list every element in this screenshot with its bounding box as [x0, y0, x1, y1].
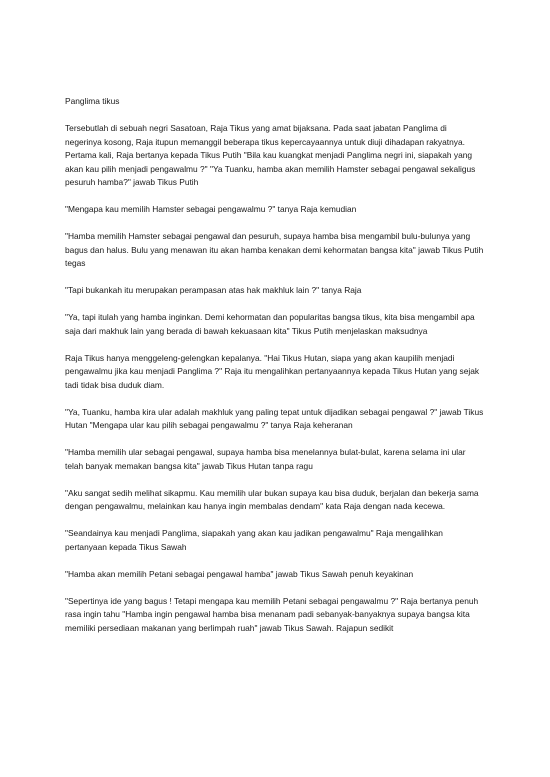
paragraph-12: "Sepertinya ide yang bagus ! Tetapi mengapa kau memilih Petani sebagai pengawalmu ?" Raja bertanya penuh rasa ingin tahu "Hamba ingin pengawal hamba bisa menanam padi sebanyak-banyaknya supaya bangsa kita memiliki persediaan makanan yang berlimpah ruah" jawab Tikus Sawah. Rajapun sedikit: [65, 595, 479, 633]
paragraph-4: "Tapi bukankah itu merupakan perampasan atas hak makhluk lain ?" tanya Raja: [65, 285, 362, 295]
paragraph-7: "Ya, Tuanku, hamba kira ular adalah makhluk yang paling tepat untuk dijadikan sebagai pengawal ?" jawab Tikus Hutan "Mengapa ular kau pilih sebagai pengawalmu ?" tanya Raja keheranan: [65, 406, 484, 430]
paragraph-8: "Hamba memilih ular sebagai pengawal, supaya hamba bisa menelannya bulat-bulat, karena selama ini ular telah banyak memakan bangsa kita" jawab Tikus Hutan tanpa ragu: [65, 447, 466, 471]
paragraph-5: "Ya, tapi itulah yang hamba inginkan. Demi kehormatan dan popularitas bangsa tikus, kita bisa mengambil apa saja dari makhuk lain yang berada di bawah kekuasaan kita" Tikus Putih menjelaskan maksudnya: [65, 312, 475, 336]
paragraph-1: Tersebutlah di sebuah negri Sasatoan, Raja Tikus yang amat bijaksana. Pada saat jabatan Panglima di negerinya kosong, Raja itupun memanggil beberapa tikus kepercayaannya untuk diuji dihadapan rakyatnya. Pertama kali, Raja bertanya kepada Tikus Putih "Bila kau kuangkat menjadi Panglima negri ini, siapakah yang akan kau pilih menjadi pengawalmu ?" "Ya Tuanku, hamba akan memilih Hamster sebagai pengawal sekaligus pesuruh hamba?" jawab Tikus Putih: [65, 123, 476, 187]
paragraph-3: "Hamba memilih Hamster sebagai pengawal dan pesuruh, supaya hamba bisa mengambil bulu-bulunya yang bagus dan halus. Bulu yang menawan itu akan hamba kenakan demi kehormatan bangsa kita" jawab Tikus Putih tegas: [65, 231, 484, 268]
paragraph-9: "Aku sangat sedih melihat sikapmu. Kau memilih ular bukan supaya kau bisa duduk, berjalan dan bekerja sama dengan pengawalmu, melainkan kau hanya ingin membalas dendam" kata Raja dengan nada kecewa.: [65, 487, 479, 511]
paragraph-10: "Seandainya kau menjadi Panglima, siapakah yang akan kau jadikan pengawalmu" Raja mengalihkan pertanyaan kepada Tikus Sawah: [65, 528, 443, 552]
document-title: Panglima tikus: [65, 96, 120, 106]
document-body: [65, 95, 485, 649]
paragraph-11: "Hamba akan memilih Petani sebagai pengawal hamba" jawab Tikus Sawah penuh keyakinan: [65, 568, 414, 579]
paragraph-6: Raja Tikus hanya menggeleng-gelengkan kepalanya. "Hai Tikus Hutan, siapa yang akan kaupilih menjadi pengawalmu jika kau menjadi Panglima ?" Raja itu mengalihkan pertanyaannya kepada Tikus Hutan yang sejak tadi tidak bisa duduk diam.: [65, 352, 480, 390]
paragraph-2: "Mengapa kau memilih Hamster sebagai pengawalmu ?" tanya Raja kemudian: [65, 204, 357, 214]
